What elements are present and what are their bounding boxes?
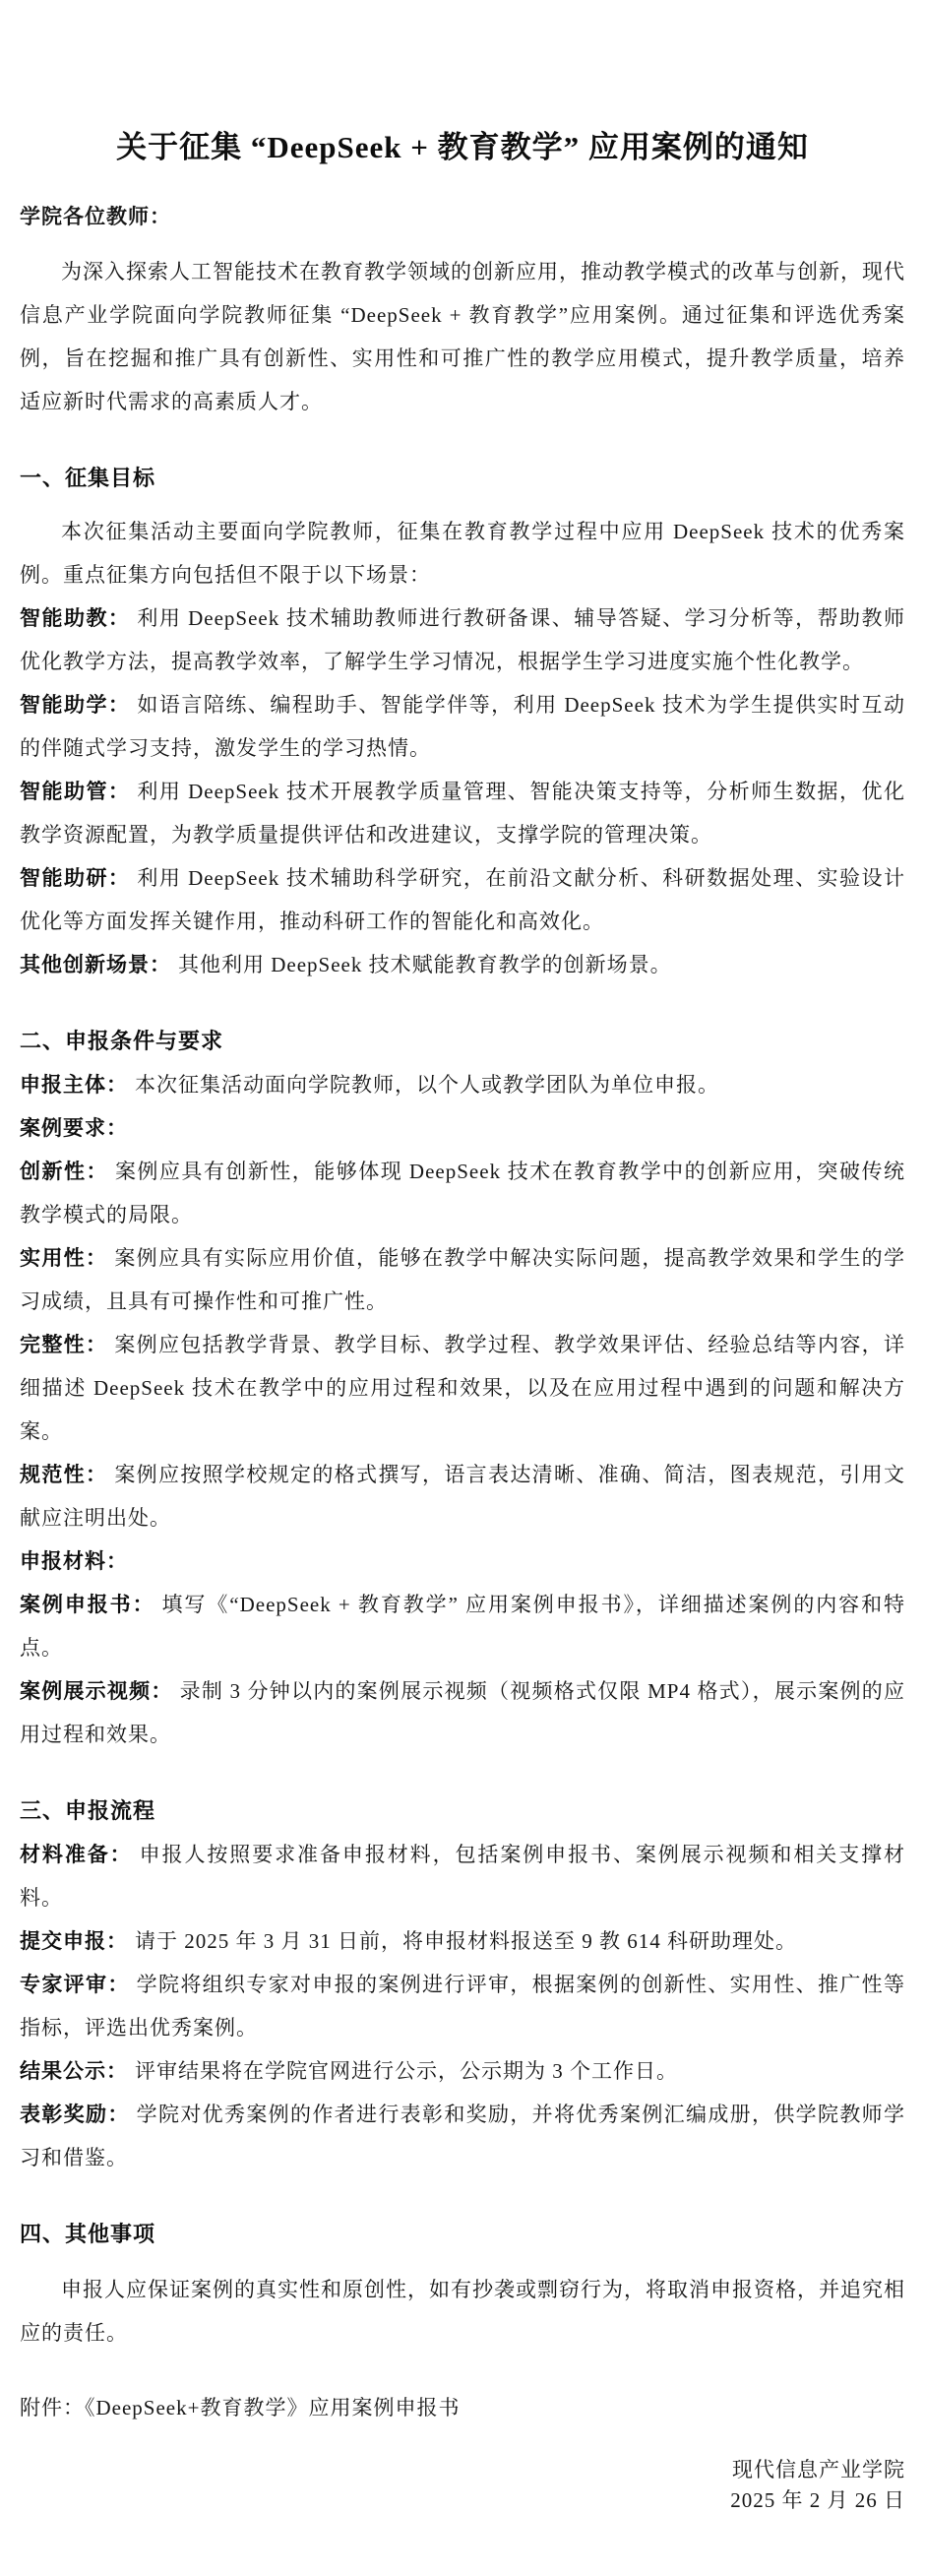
item-label: 智能助学： (20, 693, 131, 717)
case-item (20, 1669, 905, 1756)
case-item (20, 1583, 905, 1669)
item-label: 案例要求： (20, 1116, 128, 1140)
section-heading: 三、申报流程 (20, 1798, 156, 1823)
case-item (20, 1539, 905, 1583)
item-label: 表彰奖励： (20, 2103, 130, 2126)
item-text: 如语言陪练、编程助手、智能学伴等，利用 DeepSeek 技术为学生提供实时互动的伴随式学习支持，激发学生的学习热情。 (20, 693, 905, 760)
case-item (20, 856, 905, 943)
item-text: 案例应按照学校规定的格式撰写，语言表达清晰、准确、简洁，图表规范，引用文献应注明出处。 (20, 1463, 906, 1530)
section-heading: 四、其他事项 (20, 2222, 156, 2246)
item-label: 完整性： (20, 1333, 108, 1356)
section-application-requirements (20, 1020, 905, 1756)
case-item (20, 943, 905, 986)
item-text: 案例应具有创新性，能够体现 DeepSeek 技术在教育教学中的创新应用，突破传统教学模式的局限。 (20, 1160, 905, 1226)
item-text: 利用 DeepSeek 技术开展教学质量管理、智能决策支持等，分析师生数据，优化教学资源配置，为教学质量提供评估和改进建议，支撑学院的管理决策。 (20, 780, 905, 847)
section-collection-goals (20, 457, 905, 986)
case-item (20, 1963, 905, 2049)
case-item (20, 597, 905, 683)
signature-block (20, 2455, 905, 2516)
item-label: 案例申报书： (20, 1593, 155, 1616)
salutation: 学院各位教师： (20, 205, 171, 228)
item-text: 学院对优秀案例的作者进行表彰和奖励，并将优秀案例汇编成册，供学院教师学习和借鉴。 (20, 2103, 906, 2169)
signature-date: 2025 年 2 月 26 日 (730, 2488, 905, 2512)
item-text: 录制 3 分钟以内的案例展示视频（视频格式仅限 MP4 格式），展示案例的应用过程和效果。 (20, 1679, 905, 1746)
item-text: 本次征集活动面向学院教师，以个人或教学团队为单位申报。 (135, 1073, 719, 1097)
item-text: 请于 2025 年 3 月 31 日前，将申报材料报送至 9 教 614 科研助理处。 (135, 1929, 797, 1953)
section-heading: 一、征集目标 (20, 466, 156, 490)
item-label: 实用性： (20, 1246, 108, 1270)
item-text: 案例应包括教学背景、教学目标、教学过程、教学效果评估、经验总结等内容，详细描述 DeepSeek 技术在教学中的应用过程和效果，以及在应用过程中遇到的问题和解决方案。 (20, 1333, 906, 1443)
item-label: 其他创新场景： (20, 953, 171, 976)
section-application-process (20, 1790, 905, 2179)
doc-title: 关于征集 “DeepSeek + 教育教学” 应用案例的通知 (116, 130, 809, 164)
item-label: 材料准备： (20, 1843, 133, 1866)
case-item (20, 1236, 905, 1323)
section-other-matters (20, 2213, 905, 2355)
item-text: 评审结果将在学院官网进行公示，公示期为 3 个工作日。 (135, 2059, 678, 2083)
item-text: 学院将组织专家对申报的案例进行评审，根据案例的创新性、实用性、推广性等指标，评选出优秀案例。 (20, 1973, 906, 2040)
item-label: 申报主体： (20, 1073, 128, 1097)
case-item (20, 1453, 905, 1539)
item-label: 案例展示视频： (20, 1679, 173, 1703)
case-item (20, 1833, 905, 1919)
signature-org: 现代信息产业学院 (732, 2458, 905, 2482)
item-label: 专家评审： (20, 1973, 130, 1996)
item-label: 申报材料： (20, 1549, 128, 1573)
item-label: 规范性： (20, 1463, 108, 1486)
item-label: 创新性： (20, 1160, 108, 1183)
item-text: 案例应具有实际应用价值，能够在教学中解决实际问题，提高教学效果和学生的学习成绩，且具有可操作性和可推广性。 (20, 1246, 906, 1313)
case-item (20, 770, 905, 856)
closing-paragraph: 申报人应保证案例的真实性和原创性，如有抄袭或剽窃行为，将取消申报资格，并追究相应的责任。 (20, 2278, 905, 2345)
item-text: 其他利用 DeepSeek 技术赋能教育教学的创新场景。 (178, 953, 672, 976)
item-label: 智能助研： (20, 866, 131, 890)
case-item (20, 683, 905, 770)
case-item (20, 1150, 905, 1236)
item-label: 结果公示： (20, 2059, 128, 2083)
item-text: 申报人按照要求准备申报材料，包括案例申报书、案例展示视频和相关支撑材料。 (20, 1843, 906, 1910)
item-text: 填写《“DeepSeek + 教育教学” 应用案例申报书》，详细描述案例的内容和特点。 (20, 1593, 905, 1660)
case-item (20, 1106, 905, 1150)
item-text: 利用 DeepSeek 技术辅助科学研究，在前沿文献分析、科研数据处理、实验设计优化等方面发挥关键作用，推动科研工作的智能化和高效化。 (20, 866, 905, 933)
case-item (20, 2093, 905, 2179)
item-text: 利用 DeepSeek 技术辅助教师进行教研备课、辅导答疑、学习分析等，帮助教师优化教学方法，提高教学效率，了解学生学习情况，根据学生学习进度实施个性化教学。 (20, 606, 905, 673)
case-item (20, 1323, 905, 1453)
intro-paragraph: 为深入探索人工智能技术在教育教学领域的创新应用，推动教学模式的改革与创新，现代信息产业学院面向学院教师征集 “DeepSeek + 教育教学”应用案例。通过征集和评选优秀案例，旨在挖掘和推广具有创新性、实用性和可推广性的教学应用模式，提升教学质量，培养适应新时代需求的高素质人才。 (20, 260, 905, 413)
section-lead: 本次征集活动主要面向学院教师，征集在教育教学过程中应用 DeepSeek 技术的优秀案例。重点征集方向包括但不限于以下场景： (20, 520, 905, 587)
item-label: 智能助管： (20, 780, 131, 803)
case-item (20, 2049, 905, 2093)
case-item (20, 1063, 905, 1106)
case-item (20, 1919, 905, 1963)
item-label: 智能助教： (20, 606, 131, 630)
section-heading: 二、申报条件与要求 (20, 1029, 224, 1053)
item-label: 提交申报： (20, 1929, 128, 1953)
attachment-line: 附件：《DeepSeek+教育教学》应用案例申报书 (20, 2396, 461, 2419)
